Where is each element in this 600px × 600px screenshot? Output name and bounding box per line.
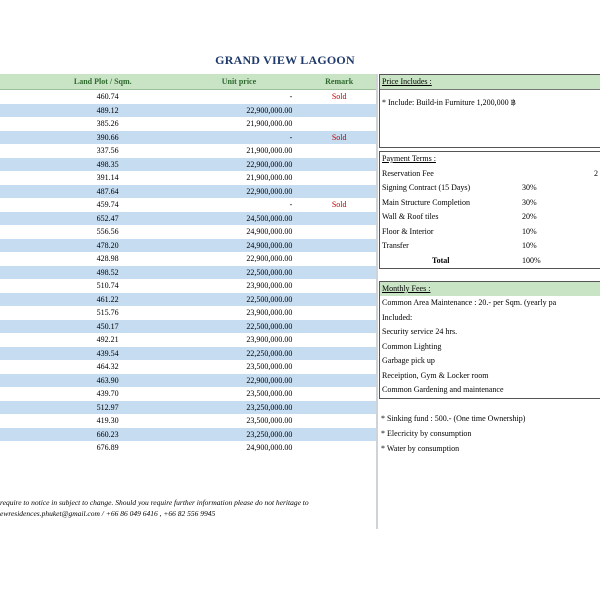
land-plot-cell: 391.14 [96,173,119,183]
column-divider [376,74,378,529]
remark-cell [292,293,376,307]
extra-item: * Sinking fund : 500.- (One time Ownership) [381,414,526,423]
payment-term-label: Transfer [382,241,409,250]
remark-cell [292,144,376,158]
payment-term-label: Floor & Interior [382,226,434,236]
remark-cell: Sold [331,92,347,102]
unit-price-cell: 21,900,000.00 [246,173,293,183]
monthly-fees-box [379,281,600,399]
remark-cell [292,441,376,455]
unit-price-cell: 23,900,000.00 [246,335,293,345]
table-row [0,239,376,253]
remark-cell [292,239,376,253]
extra-item: * Water by consumption [381,444,460,453]
payment-term-row [380,181,600,196]
table-row [0,387,376,401]
payment-term-label: Signing Contract (15 Days) [382,183,471,192]
remark-cell [292,158,376,172]
remark-cell [292,320,376,334]
land-plot-cell: 492.21 [96,335,119,345]
column-header-unit-price: Unit price [166,74,293,90]
remark-cell [292,212,376,226]
payment-term-label: Wall & Roof tiles [382,212,439,221]
remark-cell [292,333,376,347]
payment-term-row [380,239,600,254]
payment-term-pct: 20% [522,212,537,221]
monthly-fees-heading: Monthly Fees : [380,282,600,296]
table-row [0,360,376,374]
table-row [0,401,376,415]
land-plot-cell: 463.90 [0,374,166,388]
monthly-fee-item: Included: [382,312,413,322]
reservation-fee-row [380,167,600,182]
remark-cell [292,387,376,401]
remark-cell [292,171,376,185]
land-plot-cell: 660.23 [0,428,166,442]
monthly-fee-item: Common Lighting [382,341,442,351]
table-row [0,347,376,361]
unit-price-cell: 22,900,000.00 [166,104,293,118]
payment-terms-list [380,181,600,254]
price-table [0,74,376,455]
unit-price-cell: 21,900,000.00 [246,146,293,156]
payment-total-pct: 100% [522,255,541,265]
land-plot-cell: 515.76 [96,308,119,318]
table-row [0,414,376,428]
table-row [0,374,376,388]
land-plot-cell: 439.54 [0,347,166,361]
remark-cell [292,225,376,239]
remark-cell [292,401,376,415]
land-plot-cell: 512.97 [0,401,166,415]
land-plot-cell: 459.74 [96,200,119,210]
remark-cell [292,104,376,118]
table-row [0,158,376,172]
payment-term-row [380,225,600,240]
unit-price-cell: - [289,92,293,102]
monthly-fee-item: Garbage pick up [382,356,435,365]
land-plot-cell: 460.74 [96,92,119,102]
land-plot-cell: 676.89 [96,443,119,453]
land-plot-cell: 487.64 [0,185,166,199]
column-header-remark: Remark [292,74,376,90]
unit-price-cell: 22,500,000.00 [166,320,293,334]
payment-term-label: Main Structure Completion [382,197,470,207]
table-row [0,144,376,158]
land-plot-cell: 439.70 [96,389,119,399]
land-plot-cell: 385.26 [96,119,119,129]
land-plot-cell: 337.56 [96,146,119,156]
unit-price-cell: 24,900,000.00 [246,443,293,453]
unit-price-cell: 23,900,000.00 [246,281,293,291]
remark-cell: Sold [331,200,347,210]
table-row [0,252,376,266]
table-row [0,198,376,212]
column-header-land-plot: Land Plot / Sqm. [0,74,166,90]
unit-price-cell: 24,900,000.00 [246,227,293,237]
table-row [0,333,376,347]
remark-cell [292,185,376,199]
unit-price-cell: - [166,131,293,145]
table-header-row [0,74,376,90]
table-row [0,293,376,307]
payment-terms-heading: Payment Terms : [382,154,436,163]
table-row [0,266,376,280]
footer-line-2: ewresidences.phuket@gmail.com / +66 86 049 6416 , +66 82 556 9945 [0,509,216,518]
footer-line-1: require to notice in subject to change. Should you require further information please do not heritage to [0,498,309,507]
remark-cell [292,414,376,428]
remark-cell [292,347,376,361]
land-plot-cell: 489.12 [0,104,166,118]
unit-price-cell: 23,250,000.00 [166,428,293,442]
unit-price-cell: 23,500,000.00 [246,362,293,372]
table-row [0,117,376,131]
remark-cell [292,374,376,388]
payment-terms-box [379,151,600,269]
unit-price-cell: 23,500,000.00 [246,389,293,399]
land-plot-cell: 450.17 [0,320,166,334]
payment-term-row [380,210,600,225]
table-row [0,279,376,293]
land-plot-cell: 498.52 [0,266,166,280]
land-plot-cell: 498.35 [0,158,166,172]
unit-price-cell: 22,250,000.00 [166,347,293,361]
price-includes-box [379,74,600,148]
remark-cell [292,428,376,442]
page-title: GRAND VIEW LAGOON [215,53,355,67]
table-row [0,131,376,145]
table-row [0,212,376,226]
monthly-fee-item: Common Gardening and maintenance [382,385,504,394]
payment-term-row [380,196,600,211]
table-row [0,320,376,334]
payment-term-pct: 30% [522,183,537,192]
land-plot-cell: 652.47 [0,212,166,226]
reservation-fee-value: 2 [594,168,598,178]
payment-term-pct: 10% [522,226,537,236]
monthly-fee-item: Common Area Maintenance : 20.- per Sqm. (yearly pa [382,298,557,307]
unit-price-cell: 24,900,000.00 [166,239,293,253]
land-plot-cell: 510.74 [96,281,119,291]
land-plot-cell: 464.32 [96,362,119,372]
table-row [0,104,376,118]
unit-price-cell: 22,900,000.00 [166,374,293,388]
price-includes-heading: Price Includes : [380,75,600,90]
remark-cell [292,252,376,266]
table-row [0,185,376,199]
payment-total-row [380,254,600,269]
remark-cell [292,117,376,131]
table-row [0,90,376,104]
table-row [0,171,376,185]
table-row [0,441,376,455]
table-body [0,90,376,455]
monthly-fees-list [380,296,600,398]
land-plot-cell: 556.56 [96,227,119,237]
remark-cell: Sold [292,131,376,145]
remark-cell [292,360,376,374]
table-row [0,428,376,442]
monthly-fee-item: Security service 24 hrs. [382,327,458,336]
remark-cell [292,306,376,320]
extra-item: * Elecricity by consumption [381,429,472,438]
monthly-fee-item: Receiption, Gym & Locker room [382,370,489,380]
remark-cell [292,279,376,293]
unit-price-cell: - [289,200,293,210]
unit-price-cell: 22,900,000.00 [166,185,293,199]
unit-price-cell: 21,900,000.00 [246,119,293,129]
unit-price-cell: 24,500,000.00 [166,212,293,226]
land-plot-cell: 428.98 [96,254,119,264]
unit-price-cell: 22,500,000.00 [166,293,293,307]
unit-price-cell: 22,500,000.00 [166,266,293,280]
payment-total-label: Total [432,255,450,265]
payment-term-pct: 30% [522,197,537,207]
table-row [0,306,376,320]
unit-price-cell: 22,900,000.00 [166,158,293,172]
reservation-fee-label: Reservation Fee [382,168,434,178]
land-plot-cell: 419.30 [96,416,119,426]
unit-price-cell: 23,500,000.00 [246,416,293,426]
footer-note [0,497,309,519]
unit-price-cell: 23,250,000.00 [166,401,293,415]
land-plot-cell: 478.20 [0,239,166,253]
unit-price-cell: 23,900,000.00 [246,308,293,318]
unit-price-cell: 22,900,000.00 [246,254,293,264]
remark-cell [292,266,376,280]
price-includes-item: * Include: Build-in Furniture 1,200,000 ฿ [382,98,516,107]
payment-term-pct: 10% [522,241,537,250]
table-row [0,225,376,239]
land-plot-cell: 461.22 [0,293,166,307]
land-plot-cell: 390.66 [0,131,166,145]
